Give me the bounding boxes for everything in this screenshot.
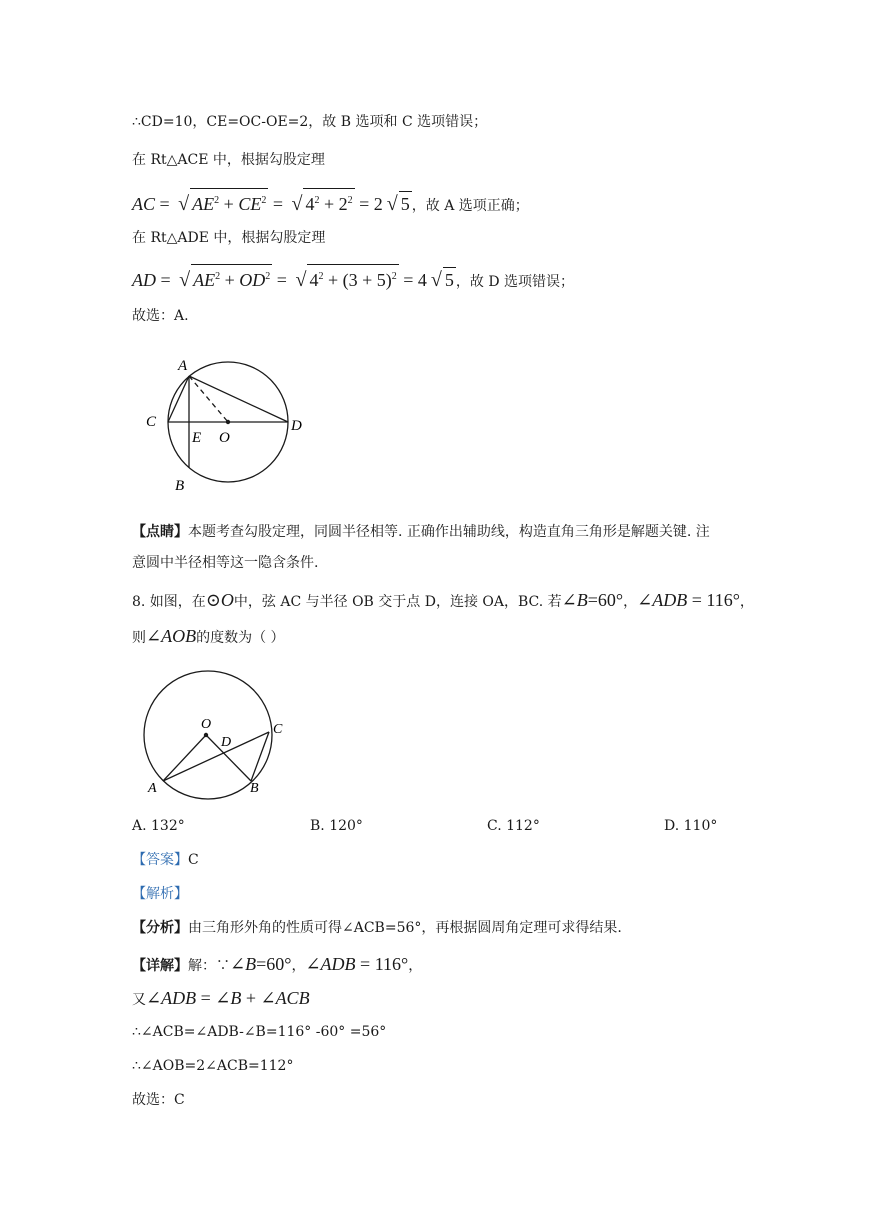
q8-text-a: 8. 如图，在	[132, 594, 206, 610]
fig2-label-o: O	[201, 717, 212, 732]
xiangjie-text: 解：∵	[188, 958, 230, 974]
final-answer: 故选：C	[132, 1092, 185, 1108]
q8-text-d: 的度数为（ ）	[196, 630, 285, 646]
text-line-1: ∴CD=10，CE=OC-OE=2，故 B 选项和 C 选项错误；	[132, 114, 488, 130]
fenxi-line	[132, 918, 622, 938]
figure-2-circle-diagram	[140, 660, 290, 800]
you-text: 又	[132, 992, 146, 1008]
formula-ad: AD = √ $AE^2 + OD^2$ = √ $4^2 + (3 + 5)^2 = 4$ √ 5 ，故 D 选项错误；	[132, 264, 574, 294]
dianjing-text: 本题考查勾股定理，同圆半径相等. 正确作出辅助线，构造直角三角形是解题关键. 注	[188, 524, 710, 540]
answer-value: C	[188, 852, 199, 868]
xiangjie-line: 【详解】解：∵∠B=60°，∠ADB = 116°，	[132, 954, 423, 974]
jiexi-tag: 【解析】	[132, 886, 188, 902]
option-d[interactable]: D. 110°	[664, 818, 718, 834]
xiangjie-tag: 【详解】	[132, 958, 188, 974]
you-line: 又∠ADB = ∠B + ∠ACB	[132, 988, 310, 1008]
formula-ac-tail: ，故 A 选项正确；	[411, 198, 529, 214]
fig2-segment-oa	[163, 735, 206, 781]
formula-ac: AC = √ $AE^2 + CE^2$ = √ $4^2 + 2^2 = 2$ √ 5 ，故 A 选项正确；	[132, 188, 529, 218]
fig2-label-a: A	[148, 781, 157, 796]
text-line-2: 在 Rt△ACE 中，根据勾股定理	[132, 152, 325, 168]
dianjing-tag: 【点睛】	[132, 524, 188, 540]
fenxi-tag: 【分析】	[132, 920, 188, 936]
text-line-4: 在 Rt△ADE 中，根据勾股定理	[132, 230, 326, 246]
option-b[interactable]: B. 120°	[310, 818, 363, 834]
fig1-label-d: D	[291, 418, 302, 434]
fig2-center-dot	[204, 733, 208, 737]
fig2-label-d: D	[221, 735, 232, 750]
fig1-label-b: B	[175, 478, 185, 494]
q8-text-c: 则	[132, 630, 146, 646]
fig1-label-a: A	[178, 358, 188, 374]
option-a[interactable]: A. 132°	[132, 818, 185, 834]
fig1-dashed-ao	[189, 376, 228, 422]
q8-text-b: 中，弦 AC 与半径 OB 交于点 D，连接 OA，BC. 若	[233, 594, 562, 610]
fenxi-text: 由三角形外角的性质可得∠ACB=56°，再根据圆周角定理可求得结果.	[188, 920, 622, 936]
text-line-6: 故选：A.	[132, 308, 189, 324]
fig1-label-o: O	[219, 430, 230, 446]
fig1-label-c: C	[146, 414, 157, 430]
fig1-label-e: E	[192, 430, 202, 446]
fig1-center-dot	[226, 420, 230, 424]
dianjing-line-2: 意圆中半径相等这一隐含条件.	[132, 555, 319, 571]
step-1: ∴∠ACB=∠ADB-∠B=116° -60° =56°	[132, 1024, 387, 1040]
answer-line	[132, 850, 199, 870]
answer-tag: 【答案】	[132, 852, 188, 868]
question-8-line-1: 8. 如图，在⊙O中，弦 AC 与半径 OB 交于点 D，连接 OA，BC. 若∠B=60°，∠ADB = 116°，	[132, 590, 754, 610]
dianjing-line-1	[132, 522, 710, 542]
question-8-line-2: 则∠AOB的度数为（ ）	[132, 626, 285, 646]
fig1-segment-ac	[168, 376, 189, 422]
option-c[interactable]: C. 112°	[487, 818, 540, 834]
formula-ad-tail: ，故 D 选项错误；	[455, 274, 574, 290]
fig2-label-c: C	[273, 722, 283, 737]
figure-1-circle-diagram	[140, 350, 310, 500]
step-2: ∴∠AOB=2∠ACB=112°	[132, 1058, 294, 1074]
fig2-label-b: B	[250, 781, 259, 796]
